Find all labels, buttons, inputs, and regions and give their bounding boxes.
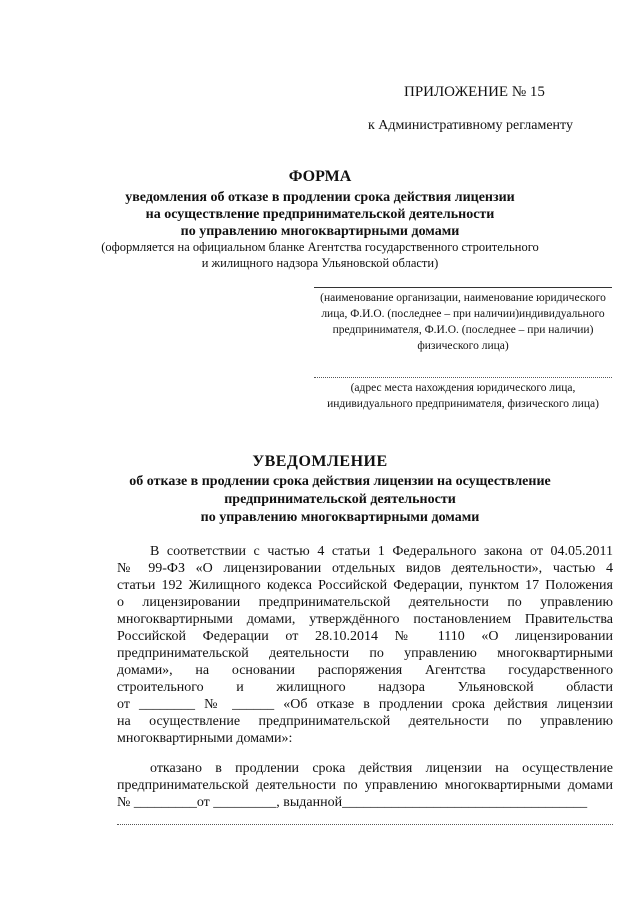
form-note-line1: (оформляется на официальном бланке Агентства государственного строительного — [101, 240, 539, 254]
refusal-line-1: отказано в продлении срока действия лицензии на осуществление — [150, 761, 613, 776]
body-line-11: на осуществление предпринимательской деятельности по управлению — [117, 714, 613, 729]
body-line-12: многоквартирными домами»: — [117, 731, 293, 746]
body-line-10: от ________ № ______ «Об отказе в продлении срока действия лицензии — [117, 697, 613, 712]
form-title: ФОРМА — [288, 168, 352, 185]
notice-title: УВЕДОМЛЕНИЕ — [252, 453, 388, 470]
notice-subtitle-line3: по управлению многоквартирными домами — [200, 510, 480, 525]
recipient-name-hint-1: (наименование организации, наименование юридического — [320, 292, 606, 304]
body-line-8: домами», на основании распоряжения Агентства государственного — [117, 663, 613, 678]
refusal-line-3: № _________от _________, выданной___________________________________ — [117, 795, 588, 810]
recipient-name-hint-3: предпринимателя, Ф.И.О. (последнее – при наличии) — [332, 324, 594, 336]
body-line-2: № 99-ФЗ «О лицензировании отдельных видов деятельности», частью 4 — [117, 561, 613, 576]
body-line-9: строительного и жилищного надзора Ульяновской области — [117, 680, 613, 695]
notice-subtitle-line1: об отказе в продлении срока действия лицензии на осуществление — [129, 474, 551, 489]
body-line-5: многоквартирными домами, утверждённого постановлением Правительства — [117, 612, 613, 627]
recipient-name-hint-2: лица, Ф.И.О. (последнее – при наличии)индивидуального — [321, 308, 605, 320]
refusal-line-2: предпринимательской деятельности по управлению многоквартирными домами — [117, 778, 613, 793]
recipient-name-line — [314, 287, 612, 288]
appendix-number: ПРИЛОЖЕНИЕ № 15 — [404, 84, 545, 100]
regulation-reference: к Административному регламенту — [368, 118, 573, 133]
form-note-line2: и жилищного надзора Ульяновской области) — [201, 256, 439, 270]
body-line-4: о лицензировании предпринимательской деятельности по управлению — [117, 595, 613, 610]
recipient-address-hint-2: индивидуального предпринимателя, физического лица) — [327, 398, 599, 410]
refusal-continuation-line — [117, 824, 613, 825]
recipient-address-hint-1: (адрес места нахождения юридического лица, — [350, 382, 576, 394]
form-subtitle-line2: на осуществление предпринимательской деятельности — [145, 207, 495, 222]
body-line-3: статьи 192 Жилищного кодекса Российской Федерации, пунктом 17 Положения — [117, 578, 613, 593]
notice-subtitle-line2: предпринимательской деятельности — [224, 492, 456, 507]
body-line-6: Российской Федерации от 28.10.2014 № 1110 «О лицензировании — [117, 629, 613, 644]
body-line-7: предпринимательской деятельности по управлению многоквартирными — [117, 646, 613, 661]
form-subtitle-line3: по управлению многоквартирными домами — [180, 224, 460, 239]
recipient-name-hint-4: физического лица) — [417, 340, 509, 352]
form-subtitle-line1: уведомления об отказе в продлении срока действия лицензии — [125, 190, 515, 205]
recipient-address-line — [314, 377, 612, 378]
body-line-1: В соответствии с частью 4 статьи 1 Федерального закона от 04.05.2011 — [150, 544, 613, 559]
